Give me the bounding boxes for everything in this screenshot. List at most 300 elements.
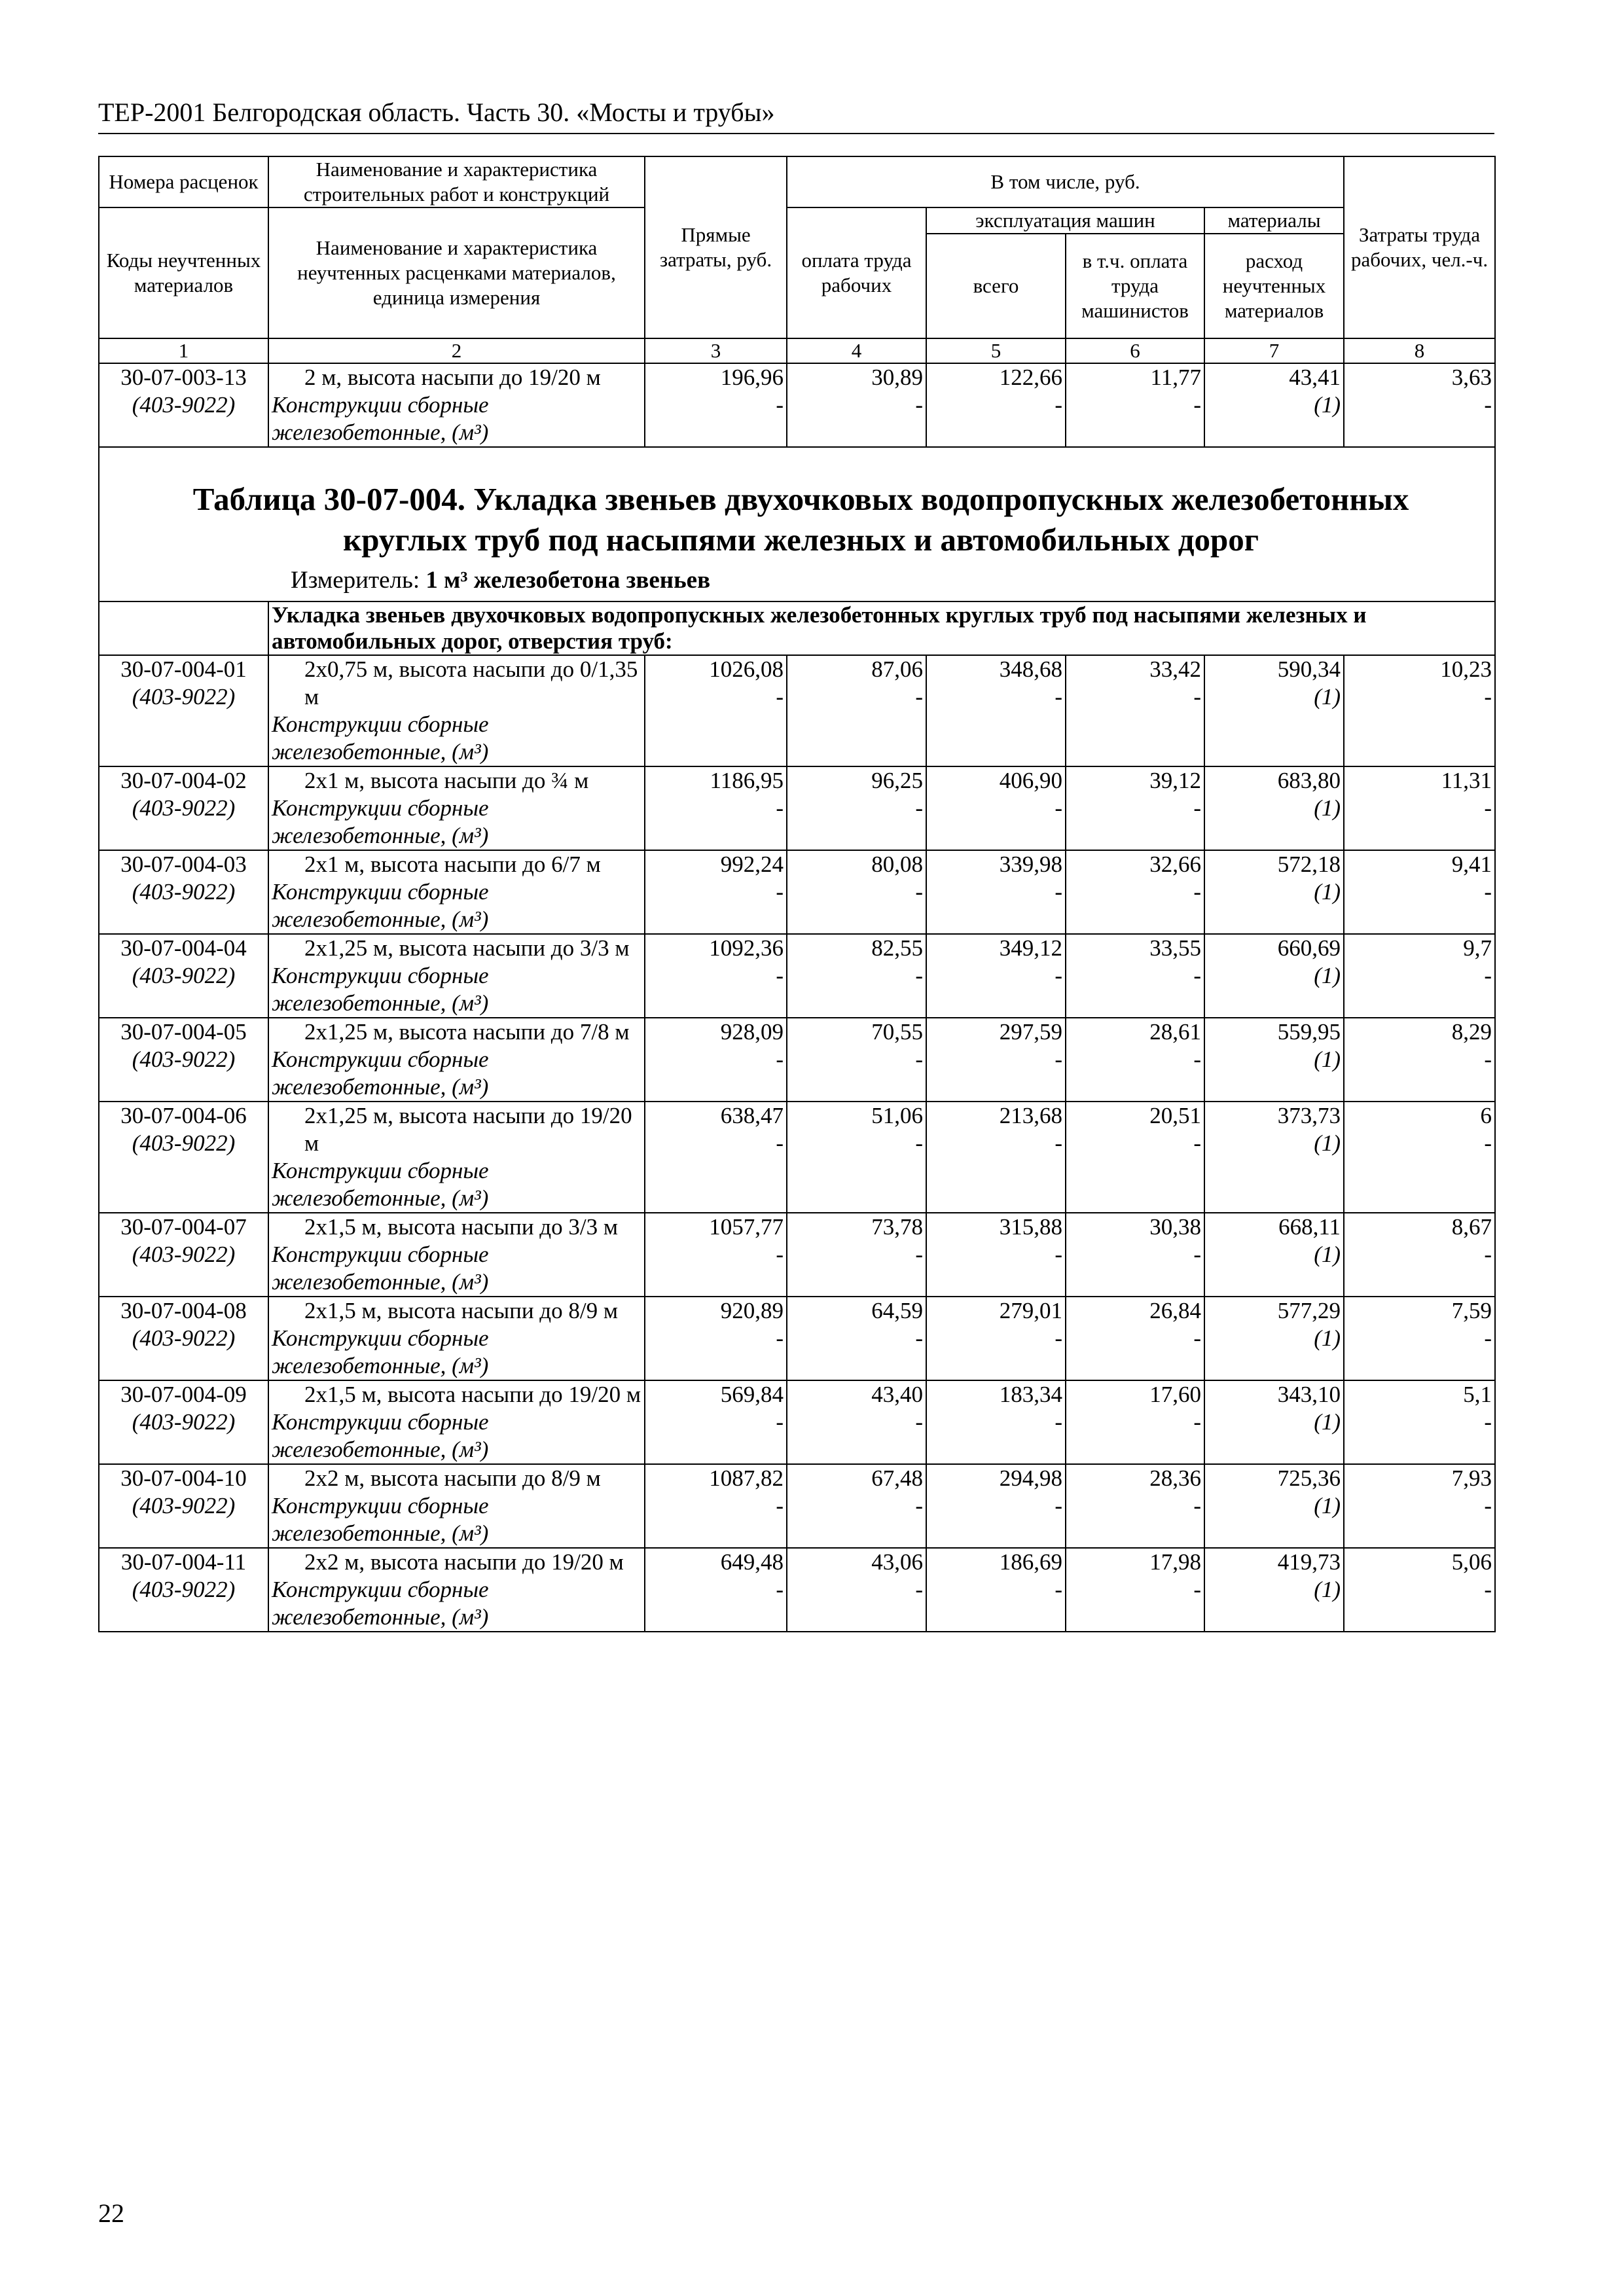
table-row [99,1018,1495,1102]
column-number: 5 [926,338,1066,363]
dash: - [776,795,784,821]
machines-total-cell [926,766,1066,850]
materials-cost: 577,29 [1277,1298,1341,1323]
labor-hours-cell [1344,1548,1495,1632]
labor-hours: 5,06 [1451,1549,1492,1575]
section-head: Укладка звеньев двухочковых водопропускных железобетонных круглых труб под насыпями железных и автомобильных дорог, отверстия труб: [268,601,1495,655]
dash: - [1484,1047,1492,1072]
labor-pay: 80,08 [871,852,923,877]
dash: - [1193,963,1201,988]
direct-cost-cell [645,1380,787,1464]
direct-cost: 1057,77 [709,1214,784,1240]
labor-hours: 10,23 [1440,656,1492,682]
material-qty: (1) [1314,1242,1341,1267]
machinists-pay: 33,55 [1149,935,1201,961]
materials-cell [1204,1213,1344,1297]
material-qty: (1) [1314,963,1341,988]
table-row [99,655,1495,766]
materials-cell [1204,1102,1344,1213]
dash: - [1055,1242,1062,1267]
machines-total: 348,68 [999,656,1062,682]
dash: - [1484,1325,1492,1351]
table-row [99,1380,1495,1464]
machines-total-cell [926,1380,1066,1464]
labor-pay-cell [787,766,926,850]
table-head-row-2 [99,207,1495,234]
machinists-pay-cell [1066,850,1204,934]
direct-cost: 1186,95 [710,768,784,793]
rate-name-cell [268,1018,645,1102]
table-row [99,1297,1495,1380]
material-name: Конструкции сборные железобетонные, (м³) [272,392,489,445]
dash: - [1193,1242,1201,1267]
labor-pay-cell [787,655,926,766]
dash: - [1193,392,1201,418]
labor-pay: 87,06 [871,656,923,682]
rate-code-cell [99,1213,268,1297]
labor-pay: 30,89 [871,365,923,390]
rate-name-cell [268,1102,645,1213]
labor-hours-cell [1344,363,1495,447]
dash: - [1484,1577,1492,1602]
labor-hours-cell [1344,934,1495,1018]
direct-cost-cell [645,1464,787,1548]
machines-total-cell [926,1297,1066,1380]
dash: - [1055,1409,1062,1435]
labor-hours: 11,31 [1441,768,1492,793]
rate-code-cell [99,1464,268,1548]
column-number: 6 [1066,338,1204,363]
rate-name: 2х0,75 м, высота насыпи до 0/1,35 м [304,656,638,709]
rate-name-cell [268,1297,645,1380]
table-row [99,934,1495,1018]
materials-cell [1204,1464,1344,1548]
dash: - [915,1047,923,1072]
material-code: (403-9022) [132,1409,236,1435]
machines-total-cell [926,363,1066,447]
labor-hours: 5,1 [1463,1382,1492,1407]
material-qty: (1) [1314,684,1341,709]
head-col6: в т.ч. оплата труда машинистов [1066,234,1204,338]
machinists-pay-cell [1066,1213,1204,1297]
machinists-pay-cell [1066,363,1204,447]
rate-code-cell [99,363,268,447]
head-col5: всего [926,234,1066,338]
rate-name-cell [268,655,645,766]
dash: - [1193,1493,1201,1518]
table-row [99,1102,1495,1213]
dash: - [1055,1325,1062,1351]
direct-cost: 649,48 [720,1549,784,1575]
rate-name: 2 м, высота насыпи до 19/20 м [304,365,601,390]
dash: - [915,1409,923,1435]
dash: - [1193,1047,1201,1072]
direct-cost: 1087,82 [709,1465,784,1491]
machinists-pay-cell [1066,1018,1204,1102]
machines-total: 315,88 [999,1214,1062,1240]
machines-total: 339,98 [999,852,1062,877]
direct-cost-cell [645,1548,787,1632]
rate-name: 2х1,5 м, высота насыпи до 3/3 м [304,1214,618,1240]
direct-cost: 638,47 [720,1103,784,1128]
materials-cell [1204,934,1344,1018]
rate-code: 30-07-004-02 [120,768,247,793]
dash: - [915,1130,923,1156]
labor-pay-cell [787,1018,926,1102]
labor-hours-cell [1344,1213,1495,1297]
labor-pay-cell [787,1464,926,1548]
labor-pay: 73,78 [871,1214,923,1240]
dash: - [1055,1493,1062,1518]
labor-pay: 70,55 [871,1019,923,1045]
materials-cost: 668,11 [1278,1214,1341,1240]
dash: - [776,1325,784,1351]
material-name: Конструкции сборные железобетонные, (м³) [272,1242,489,1295]
rate-name: 2х2 м, высота насыпи до 8/9 м [304,1465,601,1491]
labor-hours-cell [1344,1018,1495,1102]
head-machines: эксплуатация машин [926,207,1204,234]
dash: - [776,1493,784,1518]
labor-pay: 96,25 [871,768,923,793]
dash: - [776,1047,784,1072]
direct-cost-cell [645,766,787,850]
labor-pay-cell [787,1213,926,1297]
dash: - [1193,1130,1201,1156]
material-name: Конструкции сборные железобетонные, (м³) [272,1577,489,1630]
dash: - [1055,1047,1062,1072]
material-qty: (1) [1314,795,1341,821]
materials-cost: 373,73 [1277,1103,1341,1128]
machinists-pay: 11,77 [1150,365,1201,390]
labor-pay: 43,06 [871,1549,923,1575]
labor-pay-cell [787,363,926,447]
head-col2-bottom: Наименование и характеристика неучтенных расценками материалов, единица измерения [268,207,645,338]
material-name: Конструкции сборные железобетонные, (м³) [272,1047,489,1100]
machinists-pay: 33,42 [1149,656,1201,682]
materials-cost: 419,73 [1277,1549,1341,1575]
material-name: Конструкции сборные железобетонные, (м³) [272,1158,489,1211]
table-head-row-1 [99,156,1495,207]
material-code: (403-9022) [132,795,236,821]
machines-total-cell [926,1102,1066,1213]
rate-name-cell [268,934,645,1018]
material-qty: (1) [1314,879,1341,905]
dash: - [776,1577,784,1602]
materials-cell [1204,1297,1344,1380]
dash: - [776,879,784,905]
material-qty: (1) [1314,1325,1341,1351]
head-col1-top: Номера расценок [99,156,268,207]
dash: - [776,1242,784,1267]
table-title-line-1: Таблица 30-07-004. Укладка звеньев двухочковых водопропускных железобетонных [192,481,1409,517]
labor-pay-cell [787,1297,926,1380]
labor-hours-cell [1344,1297,1495,1380]
rate-name-cell [268,1464,645,1548]
rate-name-cell [268,1548,645,1632]
direct-cost: 928,09 [720,1019,784,1045]
machinists-pay-cell [1066,934,1204,1018]
machines-total: 186,69 [999,1549,1062,1575]
rate-name-cell [268,1380,645,1464]
labor-hours: 6 [1480,1103,1492,1128]
materials-cost: 343,10 [1277,1382,1341,1407]
machines-total: 279,01 [999,1298,1062,1323]
machines-total-cell [926,1464,1066,1548]
material-code: (403-9022) [132,963,236,988]
head-materials: материалы [1204,207,1344,234]
machinists-pay: 28,36 [1149,1465,1201,1491]
material-code: (403-9022) [132,392,236,418]
head-col7: расход неучтенных материалов [1204,234,1344,338]
labor-pay: 82,55 [871,935,923,961]
dash: - [776,392,784,418]
head-in-that: В том числе, руб. [787,156,1344,207]
dash: - [915,879,923,905]
machinists-pay-cell [1066,655,1204,766]
rate-name: 2х1,25 м, высота насыпи до 19/20 м [304,1103,632,1156]
rate-code-cell [99,1380,268,1464]
table-row-prev [99,363,1495,447]
rate-code: 30-07-004-11 [120,1549,247,1575]
dash: - [915,1577,923,1602]
dash: - [1484,1493,1492,1518]
running-header: ТЕР-2001 Белгородская область. Часть 30. «Мосты и трубы» [98,98,775,127]
material-code: (403-9022) [132,684,236,709]
material-code: (403-9022) [132,1047,236,1072]
dash: - [1484,1409,1492,1435]
rate-code-cell [99,934,268,1018]
direct-cost-cell [645,1297,787,1380]
labor-hours: 7,59 [1451,1298,1492,1323]
dash: - [1193,1577,1201,1602]
rate-code: 30-07-004-10 [120,1465,247,1491]
materials-cost: 683,80 [1277,768,1341,793]
rate-code: 30-07-004-03 [120,852,247,877]
rate-code-cell [99,1102,268,1213]
labor-hours: 8,67 [1451,1214,1492,1240]
machinists-pay: 32,66 [1149,852,1201,877]
dash: - [1193,1409,1201,1435]
labor-hours: 3,63 [1451,365,1492,390]
section-head-spacer [99,601,268,655]
machines-total-cell [926,1018,1066,1102]
direct-cost-cell [645,1102,787,1213]
materials-cell [1204,1548,1344,1632]
direct-cost: 920,89 [720,1298,784,1323]
machinists-pay-cell [1066,1297,1204,1380]
table-caption-row [99,447,1495,601]
dash: - [1193,795,1201,821]
rate-code-cell [99,1297,268,1380]
machines-total: 122,66 [999,365,1062,390]
material-name: Конструкции сборные железобетонные, (м³) [272,1409,489,1462]
material-qty: (1) [1314,1493,1341,1518]
materials-cost: 559,95 [1277,1019,1341,1045]
dash: - [915,1242,923,1267]
machines-total: 294,98 [999,1465,1062,1491]
dash: - [1484,1130,1492,1156]
labor-pay-cell [787,1102,926,1213]
labor-hours: 9,41 [1451,852,1492,877]
labor-hours-cell [1344,850,1495,934]
direct-cost: 569,84 [720,1382,784,1407]
dash: - [915,963,923,988]
dash: - [776,963,784,988]
head-col1-bottom: Коды неучтенных материалов [99,207,268,338]
material-name: Конструкции сборные железобетонные, (м³) [272,795,489,848]
table-title-line-2: круглых труб под насыпями железных и автомобильных дорог [342,522,1259,558]
dash: - [776,684,784,709]
labor-hours: 9,7 [1463,935,1492,961]
table-row [99,1464,1495,1548]
dash: - [915,392,923,418]
materials-cost: 590,34 [1277,656,1341,682]
column-number: 3 [645,338,787,363]
rate-name-cell [268,1213,645,1297]
direct-cost-cell [645,934,787,1018]
machinists-pay: 39,12 [1149,768,1201,793]
direct-cost-cell [645,1018,787,1102]
machines-total: 183,34 [999,1382,1062,1407]
materials-cell [1204,766,1344,850]
dash: - [1484,1242,1492,1267]
column-number: 8 [1344,338,1495,363]
head-col3: Прямые затраты, руб. [645,156,787,338]
direct-cost: 1092,36 [709,935,784,961]
materials-cell [1204,850,1344,934]
dash: - [915,684,923,709]
rate-code: 30-07-004-07 [120,1214,247,1240]
column-number: 4 [787,338,926,363]
rate-code: 30-07-004-04 [120,935,247,961]
dash: - [1484,879,1492,905]
machinists-pay-cell [1066,1548,1204,1632]
dash: - [1484,392,1492,418]
machinists-pay-cell [1066,1102,1204,1213]
machines-total-cell [926,1548,1066,1632]
table-row [99,850,1495,934]
machines-total-cell [926,1213,1066,1297]
rate-name-cell [268,850,645,934]
table-row [99,766,1495,850]
page-number: 22 [98,2198,124,2228]
machinists-pay: 20,51 [1149,1103,1201,1128]
material-code: (403-9022) [132,1325,236,1351]
rate-code-cell [99,766,268,850]
labor-hours-cell [1344,655,1495,766]
machines-total: 406,90 [999,768,1062,793]
column-number: 7 [1204,338,1344,363]
dash: - [1484,795,1492,821]
rate-code: 30-07-004-01 [120,656,247,682]
labor-hours-cell [1344,1380,1495,1464]
dash: - [1055,1130,1062,1156]
material-qty: (1) [1314,1130,1341,1156]
rate-code-cell [99,1018,268,1102]
dash: - [915,1325,923,1351]
rate-name: 2х2 м, высота насыпи до 19/20 м [304,1549,624,1575]
rate-name: 2х1 м, высота насыпи до 6/7 м [304,852,601,877]
header-rule [98,133,1494,134]
machinists-pay-cell [1066,766,1204,850]
labor-pay: 64,59 [871,1298,923,1323]
rate-name: 2х1,5 м, высота насыпи до 19/20 м [304,1382,641,1407]
direct-cost-cell [645,363,787,447]
labor-hours-cell [1344,766,1495,850]
material-code: (403-9022) [132,1577,236,1602]
machines-total: 213,68 [999,1103,1062,1128]
machines-total-cell [926,850,1066,934]
labor-pay-cell [787,850,926,934]
machinists-pay-cell [1066,1464,1204,1548]
table-row [99,1213,1495,1297]
meter-value: 1 м³ железобетона звеньев [425,567,711,594]
dash: - [1484,963,1492,988]
head-col8: Затраты труда рабочих, чел.-ч. [1344,156,1495,338]
direct-cost-cell [645,655,787,766]
rate-code-cell [99,1548,268,1632]
labor-pay-cell [787,1380,926,1464]
rate-code-cell [99,655,268,766]
column-number: 2 [268,338,645,363]
table-meter [114,565,1488,596]
labor-pay-cell [787,934,926,1018]
rate-code: 30-07-004-08 [120,1298,247,1323]
rate-name-cell [268,766,645,850]
machinists-pay-cell [1066,1380,1204,1464]
dash: - [1055,684,1062,709]
table-caption [99,447,1495,601]
dash: - [1193,1325,1201,1351]
rate-code: 30-07-004-09 [120,1382,247,1407]
material-qty: (1) [1314,1577,1341,1602]
material-code: (403-9022) [132,879,236,905]
material-qty: (1) [1314,1409,1341,1435]
direct-cost-cell [645,1213,787,1297]
machinists-pay: 17,98 [1149,1549,1201,1575]
material-name: Конструкции сборные железобетонные, (м³) [272,1493,489,1546]
labor-hours-cell [1344,1102,1495,1213]
labor-pay-cell [787,1548,926,1632]
materials-cost: 43,41 [1289,365,1341,390]
rate-name: 2х1,25 м, высота насыпи до 3/3 м [304,935,630,961]
rate-code: 30-07-004-06 [120,1103,247,1128]
material-name: Конструкции сборные железобетонные, (м³) [272,711,489,764]
machinists-pay: 17,60 [1149,1382,1201,1407]
materials-cost: 725,36 [1277,1465,1341,1491]
materials-cell [1204,1380,1344,1464]
dash: - [1193,684,1201,709]
machines-total-cell [926,934,1066,1018]
dash: - [1193,879,1201,905]
machines-total: 349,12 [999,935,1062,961]
machinists-pay: 28,61 [1149,1019,1201,1045]
rate-code: 30-07-004-05 [120,1019,247,1045]
material-code: (403-9022) [132,1493,236,1518]
dash: - [915,795,923,821]
direct-cost: 1026,08 [709,656,784,682]
labor-hours-cell [1344,1464,1495,1548]
dash: - [915,1493,923,1518]
machinists-pay: 30,38 [1149,1214,1201,1240]
materials-cell [1204,363,1344,447]
rate-code: 30-07-003-13 [120,365,247,390]
machines-total: 297,59 [999,1019,1062,1045]
material-code: (403-9022) [132,1130,236,1156]
labor-hours: 7,93 [1451,1465,1492,1491]
dash: - [1055,795,1062,821]
labor-pay: 51,06 [871,1103,923,1128]
